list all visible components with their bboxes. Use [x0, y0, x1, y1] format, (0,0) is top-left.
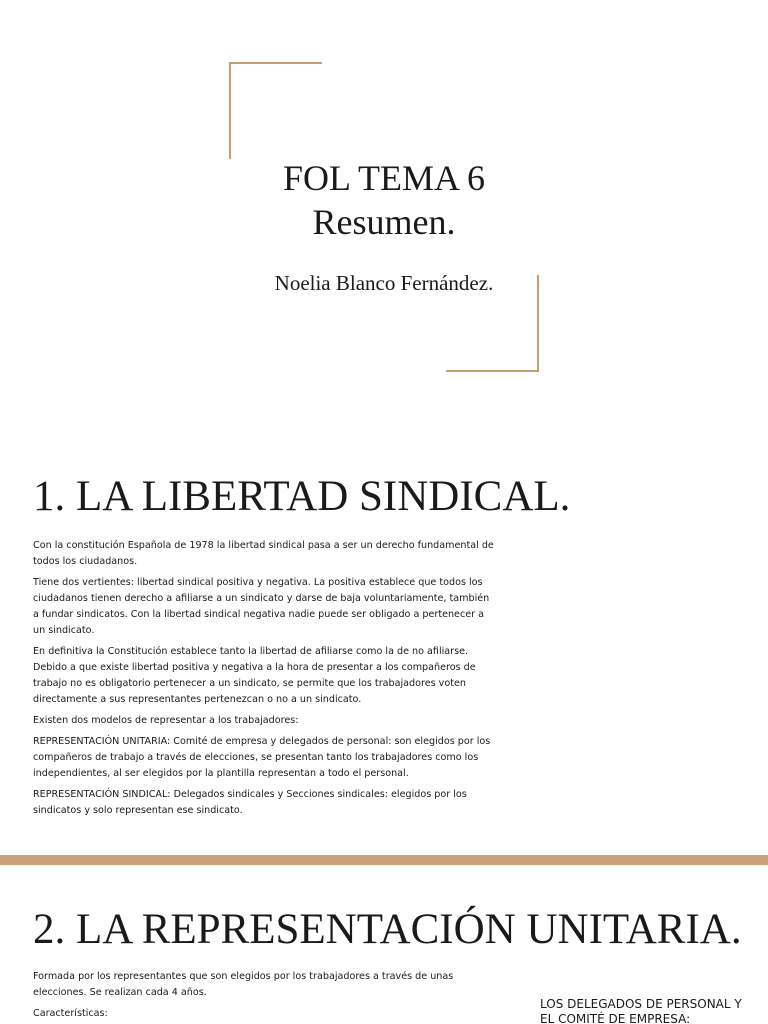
frame-corner-top-left [229, 62, 322, 159]
side-label: LOS DELEGADOS DE PERSONAL Y EL COMITÉ DE EMPRESA: [540, 997, 742, 1024]
paragraph: En definitiva la Constitución establece tanto la libertad de afiliarse como la de no afiliarse. Debido a que existe libertad positiva y negativa a la hora de presentar a los compañeros de trabajo no es obligatorio pertenecer a un sindicato, se permite que los trabajadores voten directamente a sus representantes pertenezcan o no a un sindicato. [33, 646, 476, 705]
section-slide-libertad-sindical [0, 430, 768, 855]
paragraph: Formada por los representantes que son elegidos por los trabajadores a través de unas elecciones. Se realizan cada 4 años. [33, 971, 454, 998]
section-body [33, 538, 495, 824]
paragraph: Existen dos modelos de representar a los trabajadores: [33, 715, 299, 726]
section-body [33, 969, 495, 1024]
document-title: FOL TEMA 6 [282, 158, 486, 198]
document-subtitle: Resumen. [312, 202, 456, 242]
paragraph: REPRESENTACIÓN UNITARIA: Comité de empresa y delegados de personal: son elegidos por los compañeros de trabajo a través de elecciones, se presentan tanto los trabajadores como los independientes, al ser elegidos por la plantilla representan a todo el personal. [33, 736, 491, 779]
paragraph: Tiene dos vertientes: libertad sindical positiva y negativa. La positiva establece que todos los ciudadanos tienen derecho a afiliarse a un sindicato y darse de baja voluntariamente, también a fundar sindicatos. Con la libertad sindical negativa nadie puede ser obligado a pertenecer a un sindicato. [33, 577, 490, 636]
paragraph: Características: [33, 1008, 108, 1019]
section-heading: 2. LA REPRESENTACIÓN UNITARIA. [33, 906, 742, 953]
title-slide [0, 0, 768, 430]
slide-divider [0, 855, 768, 865]
section-slide-representacion-unitaria [0, 865, 768, 1024]
section-heading: 1. LA LIBERTAD SINDICAL. [33, 473, 571, 520]
paragraph: REPRESENTACIÓN SINDICAL: Delegados sindicales y Secciones sindicales: elegidos por los sindicatos y solo representan ese sindicato. [33, 789, 467, 816]
author-name: Noelia Blanco Fernández. [274, 271, 494, 295]
paragraph: Con la constitución Española de 1978 la libertad sindical pasa a ser un derecho fundamental de todos los ciudadanos. [33, 540, 494, 567]
